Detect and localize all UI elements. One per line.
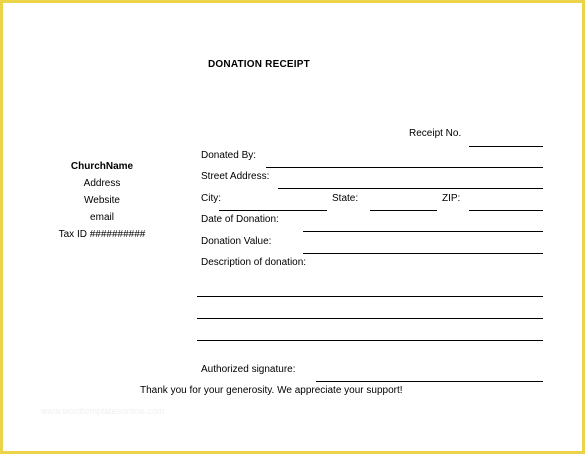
city-label: City:	[201, 193, 221, 204]
date-of-donation-label: Date of Donation:	[201, 214, 279, 225]
date-of-donation-line[interactable]	[303, 231, 543, 232]
church-address: Address	[83, 178, 121, 189]
description-line-3[interactable]	[197, 340, 543, 341]
receipt-no-line[interactable]	[469, 146, 543, 147]
donated-by-label: Donated By:	[201, 150, 257, 161]
zip-line[interactable]	[469, 210, 543, 211]
thank-you-message: Thank you for your generosity. We appreciate your support!	[140, 385, 403, 396]
signature-line[interactable]	[316, 381, 543, 382]
receipt-title: DONATION RECEIPT	[208, 59, 310, 70]
authorized-signature-label: Authorized signature:	[201, 364, 296, 375]
city-line[interactable]	[219, 210, 327, 211]
church-info-block	[47, 158, 157, 243]
donated-by-line[interactable]	[266, 167, 543, 168]
church-email: email	[90, 212, 114, 223]
description-line-2[interactable]	[197, 318, 543, 319]
receipt-no-label: Receipt No.	[409, 128, 462, 139]
donation-value-line[interactable]	[303, 253, 543, 254]
donation-value-label: Donation Value:	[201, 236, 272, 247]
street-address-label: Street Address:	[201, 171, 270, 182]
church-website: Website	[84, 195, 120, 206]
watermark: www.wordtemplatesonline.com	[41, 406, 165, 416]
description-line-1[interactable]	[197, 296, 543, 297]
description-label: Description of donation:	[201, 257, 307, 268]
state-label: State:	[332, 193, 359, 204]
state-line[interactable]	[370, 210, 437, 211]
church-name: ChurchName	[70, 161, 134, 172]
street-address-line[interactable]	[278, 188, 543, 189]
zip-label: ZIP:	[442, 193, 461, 204]
church-tax-id: Tax ID ##########	[58, 229, 146, 240]
